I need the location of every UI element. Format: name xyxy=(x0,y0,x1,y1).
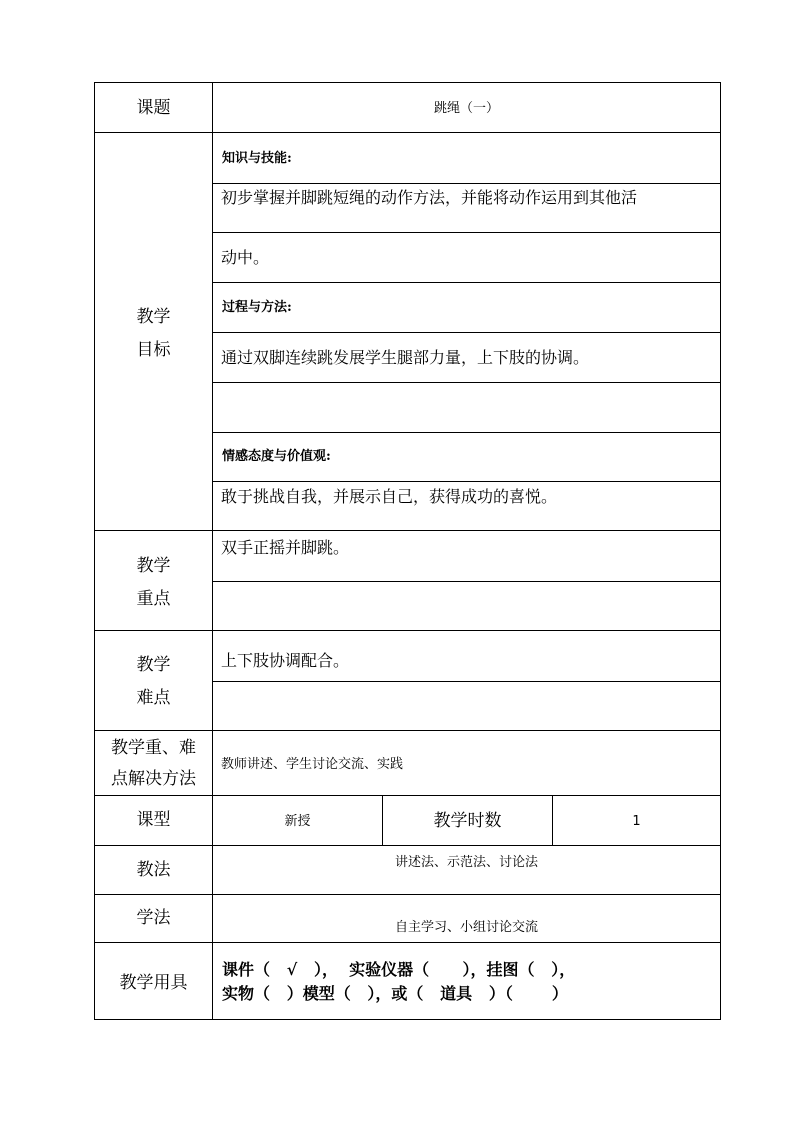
row-border xyxy=(95,132,720,133)
label-column-divider xyxy=(212,83,213,1019)
topic-value: 跳绳（一） xyxy=(433,101,499,116)
lesson-type-value: 新授 xyxy=(284,814,311,829)
knowledge-heading: 知识与技能: xyxy=(222,151,292,166)
lesson-plan-table xyxy=(94,82,721,1020)
sub-row-border xyxy=(213,183,720,184)
knowledge-text-line2: 动中。 xyxy=(221,248,270,267)
emotion-heading: 情感态度与价值观: xyxy=(222,449,331,464)
sub-row-border xyxy=(213,581,720,582)
difficulties-label-line1: 教学 xyxy=(136,655,171,675)
teaching-method-label: 教法 xyxy=(136,860,171,880)
row-border xyxy=(95,795,720,796)
objectives-label-line2: 目标 xyxy=(136,340,171,360)
row-border xyxy=(95,630,720,631)
tools-line1: 课件（ √ ）， 实验仪器（ ），挂图（ ）， xyxy=(222,960,576,979)
learning-method-value: 自主学习、小组讨论交流 xyxy=(394,920,538,935)
process-heading: 过程与方法: xyxy=(222,300,292,315)
row-border xyxy=(95,942,720,943)
objectives-label-line1: 教学 xyxy=(136,307,171,327)
sub-row-border xyxy=(213,282,720,283)
difficulties-label-line2: 难点 xyxy=(136,688,171,708)
process-text: 通过双脚连续跳发展学生腿部力量，上下肢的协调。 xyxy=(221,348,590,367)
tools-label: 教学用具 xyxy=(119,973,188,993)
sub-row-border xyxy=(213,681,720,682)
row-border xyxy=(95,530,720,531)
sub-row-border xyxy=(213,481,720,482)
hours-label: 教学时数 xyxy=(433,811,502,831)
hours-value: 1 xyxy=(632,814,641,829)
tools-line2: 实物（ ）模型（ ），或（ 道具 ）（ ） xyxy=(222,984,568,1003)
solution-text: 教师讲述、学生讨论交流、实践 xyxy=(221,757,404,772)
solution-label-line1: 教学重、难 xyxy=(111,738,196,758)
difficulties-text: 上下肢协调配合。 xyxy=(221,651,350,670)
key-points-label-line2: 重点 xyxy=(136,589,171,609)
sub-row-border xyxy=(213,382,720,383)
row-border xyxy=(95,894,720,895)
lesson-type-label: 课型 xyxy=(136,810,171,830)
key-points-label-line1: 教学 xyxy=(136,556,171,576)
key-points-text: 双手正摇并脚跳。 xyxy=(221,538,350,557)
learning-method-label: 学法 xyxy=(136,908,171,928)
sub-row-border xyxy=(213,432,720,433)
knowledge-text-line1: 初步掌握并脚跳短绳的动作方法，并能将动作运用到其他活 xyxy=(221,188,638,207)
solution-label-line2: 点解决方法 xyxy=(111,769,196,789)
topic-label: 课题 xyxy=(136,98,171,118)
row-border xyxy=(95,845,720,846)
row-border xyxy=(95,730,720,731)
sub-row-border xyxy=(213,232,720,233)
teaching-method-value: 讲述法、示范法、讨论法 xyxy=(394,855,538,870)
emotion-text: 敢于挑战自我，并展示自己，获得成功的喜悦。 xyxy=(221,487,558,506)
sub-row-border xyxy=(213,332,720,333)
